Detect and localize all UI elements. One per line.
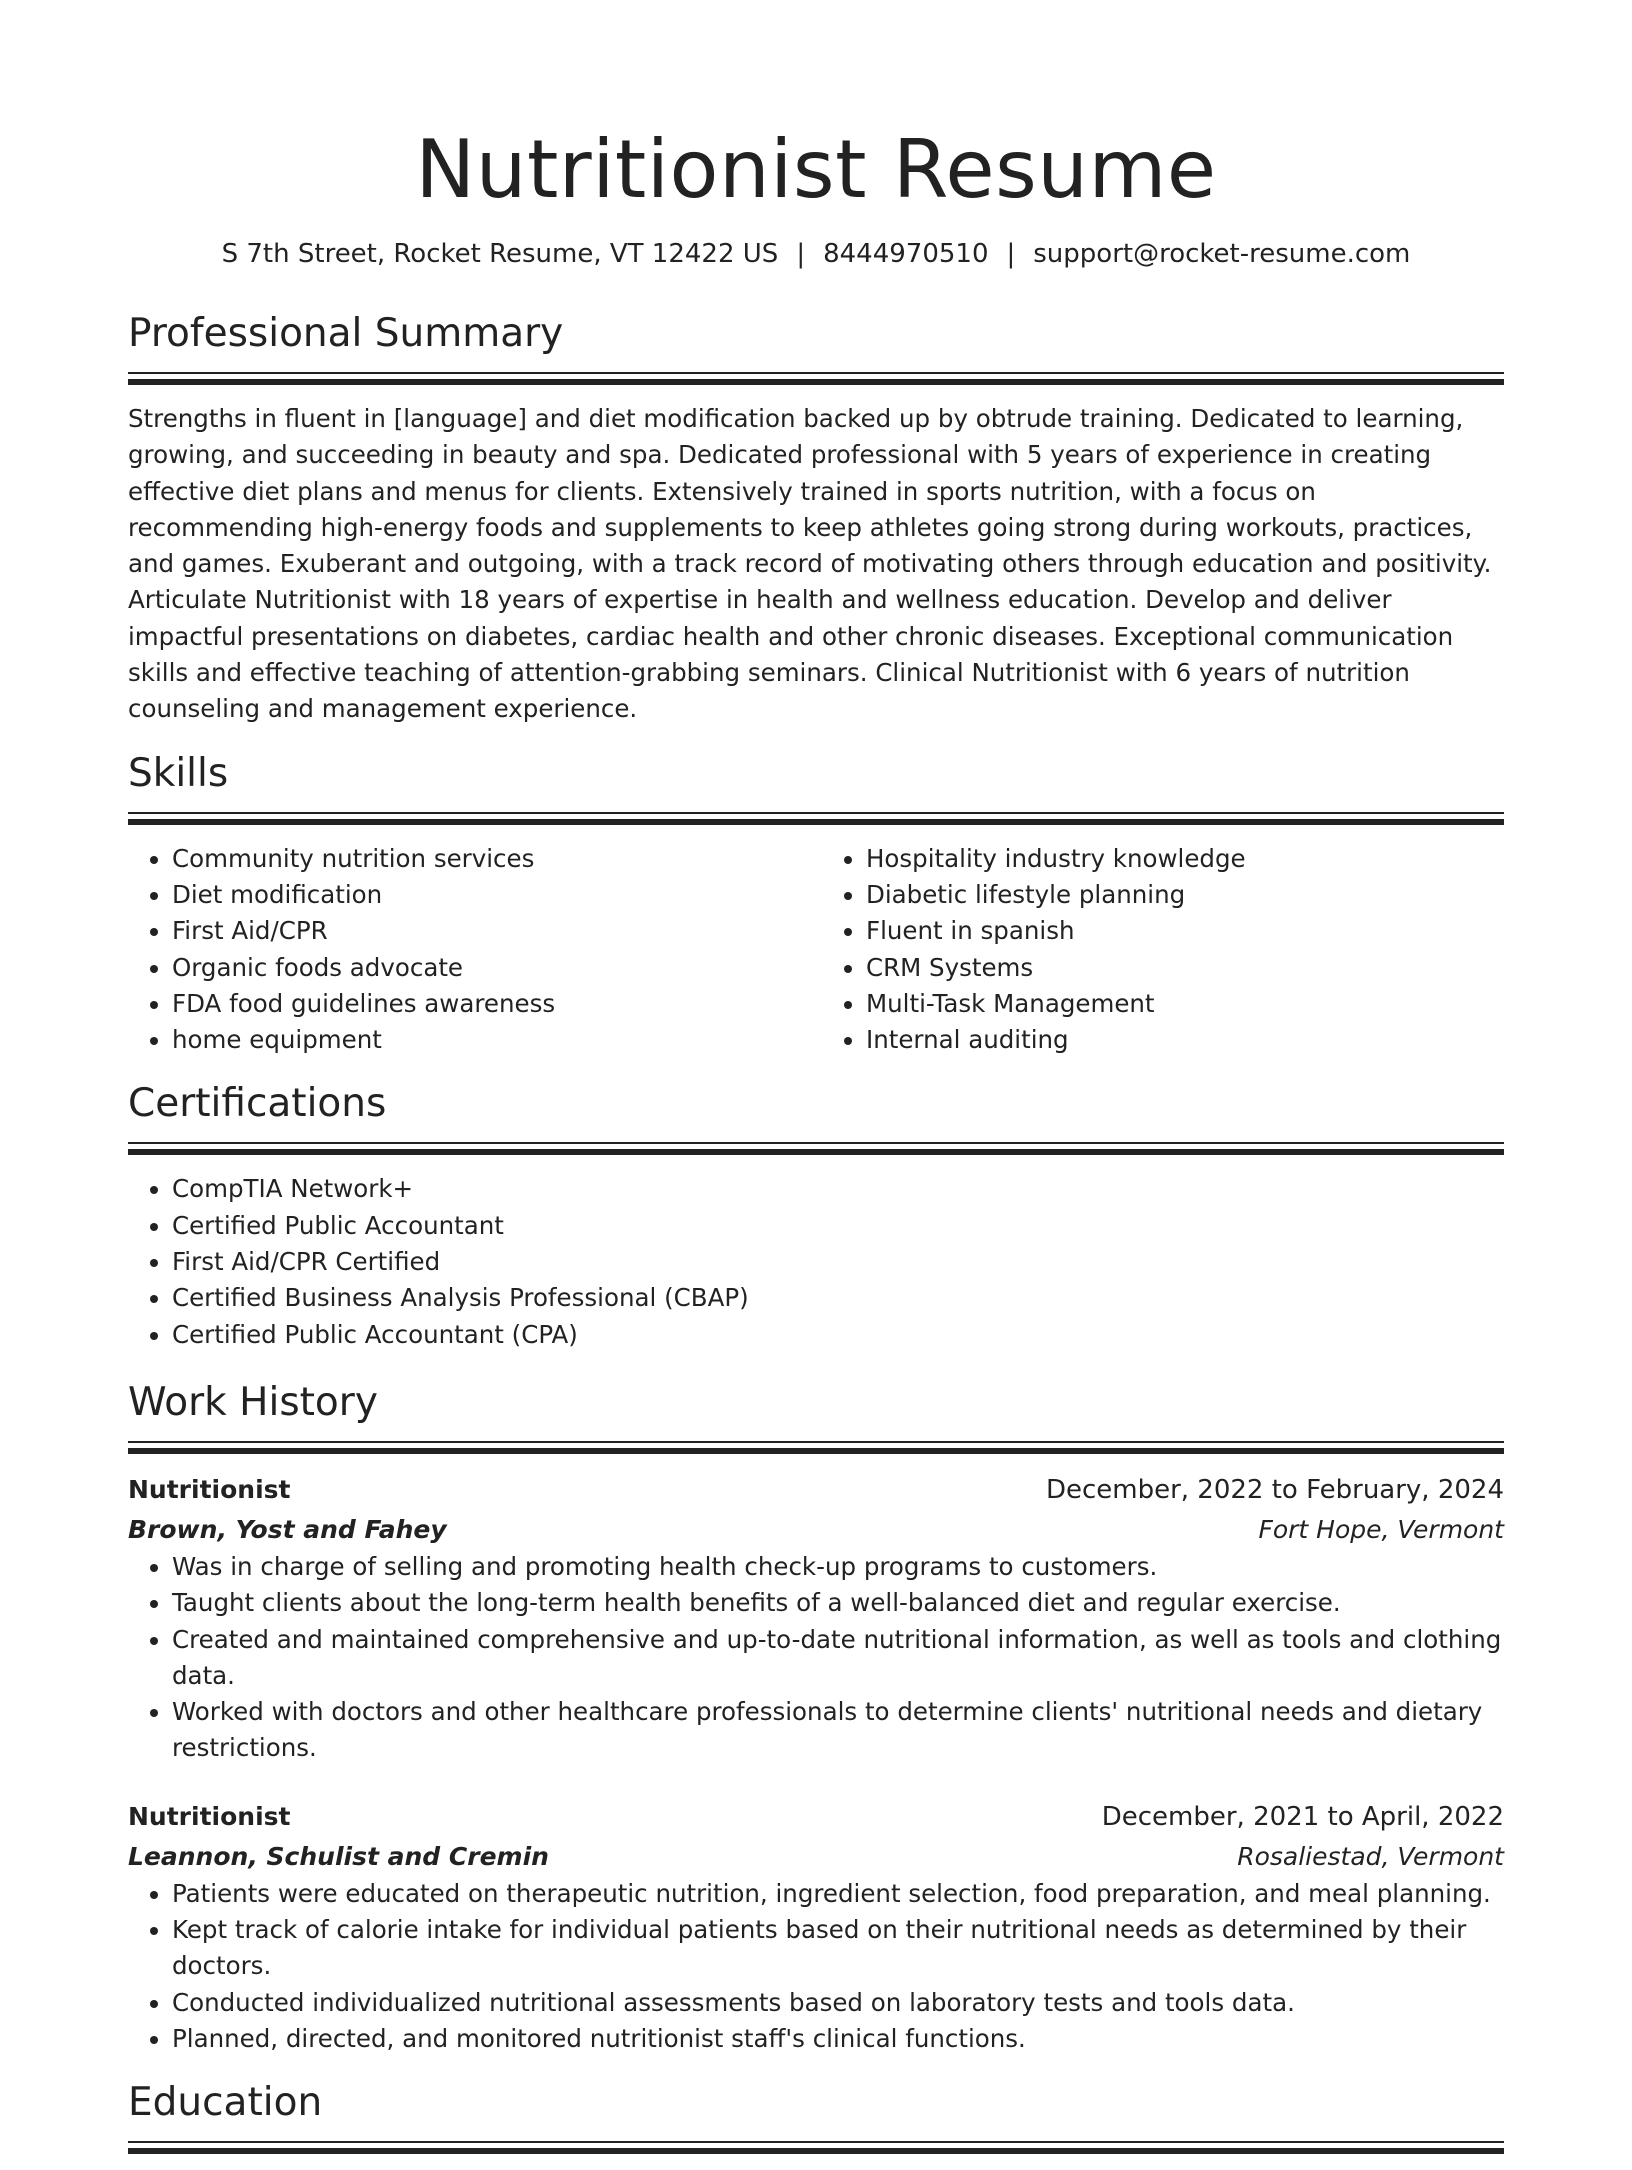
summary-heading: Professional Summary bbox=[128, 311, 564, 356]
job-title: Nutritionist bbox=[128, 1474, 291, 1504]
summary-section bbox=[128, 310, 1504, 728]
job-location: Rosaliestad, Vermont bbox=[1237, 1841, 1504, 1871]
skills-list-left bbox=[128, 841, 816, 1059]
section-divider bbox=[128, 2141, 1504, 2154]
certification-item: • CompTIA Network+ bbox=[172, 1171, 1504, 1207]
skills-list-right bbox=[816, 841, 1504, 1059]
section-divider bbox=[128, 1441, 1504, 1454]
job-bullet: • Patients were educated on therapeutic nutrition, ingredient selection, food preparation, and meal planning. bbox=[172, 1876, 1504, 1912]
job-dates: December, 2022 to February, 2024 bbox=[1045, 1474, 1504, 1505]
job-bullets bbox=[128, 1876, 1504, 2057]
contact-line bbox=[128, 236, 1504, 272]
job-dates: December, 2021 to April, 2022 bbox=[1101, 1801, 1504, 1832]
job-bullet: • Planned, directed, and monitored nutritionist staff's clinical functions. bbox=[172, 2021, 1504, 2057]
contact-separator: | bbox=[796, 239, 806, 269]
job-title-row bbox=[128, 1797, 1504, 1837]
contact-separator: | bbox=[1006, 239, 1016, 269]
job-entry bbox=[128, 1797, 1504, 2057]
certifications-heading: Certifications bbox=[128, 1081, 387, 1127]
section-divider bbox=[128, 372, 1504, 385]
contact-phone: 8444970510 bbox=[823, 239, 989, 269]
job-bullet: • Was in charge of selling and promoting health check-up programs to customers. bbox=[172, 1549, 1504, 1585]
skill-item: • Diabetic lifestyle planning bbox=[866, 877, 1504, 913]
job-location: Fort Hope, Vermont bbox=[1258, 1514, 1504, 1544]
certification-item: • Certified Business Analysis Professional (CBAP) bbox=[172, 1280, 1504, 1316]
job-company: Leannon, Schulist and Cremin bbox=[128, 1841, 549, 1871]
resume-title: Nutritionist Resume bbox=[415, 123, 1217, 216]
contact-address: S 7th Street, Rocket Resume, VT 12422 US bbox=[221, 239, 779, 269]
certifications-section bbox=[128, 1080, 1504, 1352]
job-bullet: • Taught clients about the long-term health benefits of a well-balanced diet and regular exercise. bbox=[172, 1585, 1504, 1621]
skill-item: • Community nutrition services bbox=[172, 841, 816, 877]
work-history-section bbox=[128, 1379, 1504, 2057]
job-bullet: • Worked with doctors and other healthcare professionals to determine clients' nutritional needs and dietary restrictions. bbox=[172, 1694, 1504, 1767]
job-bullet: • Conducted individualized nutritional assessments based on laboratory tests and tools data. bbox=[172, 1985, 1504, 2021]
skill-item: • Diet modification bbox=[172, 877, 816, 913]
job-company: Brown, Yost and Fahey bbox=[128, 1514, 447, 1544]
resume-page bbox=[128, 0, 1504, 2170]
skills-grid bbox=[128, 841, 1504, 1059]
skill-item: • FDA food guidelines awareness bbox=[172, 986, 816, 1022]
summary-text: Strengths in fluent in [language] and diet modification backed up by obtrude training. Dedicated to learning, growing, and succeeding in beauty and spa. Dedicated professional with 5 years of experience in creating effective diet plans and menus for clients. Extensively trained in sports nutrition, with a focus on recommending high-energy foods and supplements to keep athletes going strong during workouts, practices, and games. Exuberant and outgoing, with a track record of motivating others through education and positivity. Articulate Nutritionist with 18 years of expertise in health and wellness education. Develop and deliver impactful presentations on diabetes, cardiac health and other chronic diseases. Exceptional communication skills and effective teaching of attention-grabbing seminars. Clinical Nutritionist with 6 years of nutrition counseling and management experience. bbox=[128, 404, 1492, 724]
skill-item: • Fluent in spanish bbox=[866, 913, 1504, 949]
skill-item: • Organic foods advocate bbox=[172, 950, 816, 986]
certification-item: • Certified Public Accountant bbox=[172, 1208, 1504, 1244]
job-title-row bbox=[128, 1470, 1504, 1510]
work-history-heading: Work History bbox=[128, 1379, 378, 1425]
contact-email: support@rocket-resume.com bbox=[1033, 239, 1411, 269]
job-title: Nutritionist bbox=[128, 1801, 291, 1831]
education-section bbox=[128, 2079, 1504, 2154]
job-bullets bbox=[128, 1549, 1504, 1767]
job-entry bbox=[128, 1470, 1504, 1767]
education-heading: Education bbox=[128, 2080, 323, 2126]
skill-item: • home equipment bbox=[172, 1022, 816, 1058]
skills-section bbox=[128, 750, 1504, 1059]
job-bullet: • Created and maintained comprehensive and up-to-date nutritional information, as well as tools and clothing data. bbox=[172, 1622, 1504, 1695]
certifications-list bbox=[128, 1171, 1504, 1352]
skill-item: • First Aid/CPR bbox=[172, 913, 816, 949]
skill-item: • Internal auditing bbox=[866, 1022, 1504, 1058]
skill-item: • Hospitality industry knowledge bbox=[866, 841, 1504, 877]
job-company-row bbox=[128, 1510, 1504, 1549]
skill-item: • CRM Systems bbox=[866, 950, 1504, 986]
skill-item: • Multi-Task Management bbox=[866, 986, 1504, 1022]
section-divider bbox=[128, 1142, 1504, 1155]
skills-heading: Skills bbox=[128, 750, 229, 796]
certification-item: • Certified Public Accountant (CPA) bbox=[172, 1317, 1504, 1353]
section-divider bbox=[128, 812, 1504, 825]
job-company-row bbox=[128, 1837, 1504, 1876]
certification-item: • First Aid/CPR Certified bbox=[172, 1244, 1504, 1280]
job-bullet: • Kept track of calorie intake for individual patients based on their nutritional needs as determined by their doctors. bbox=[172, 1912, 1504, 1985]
